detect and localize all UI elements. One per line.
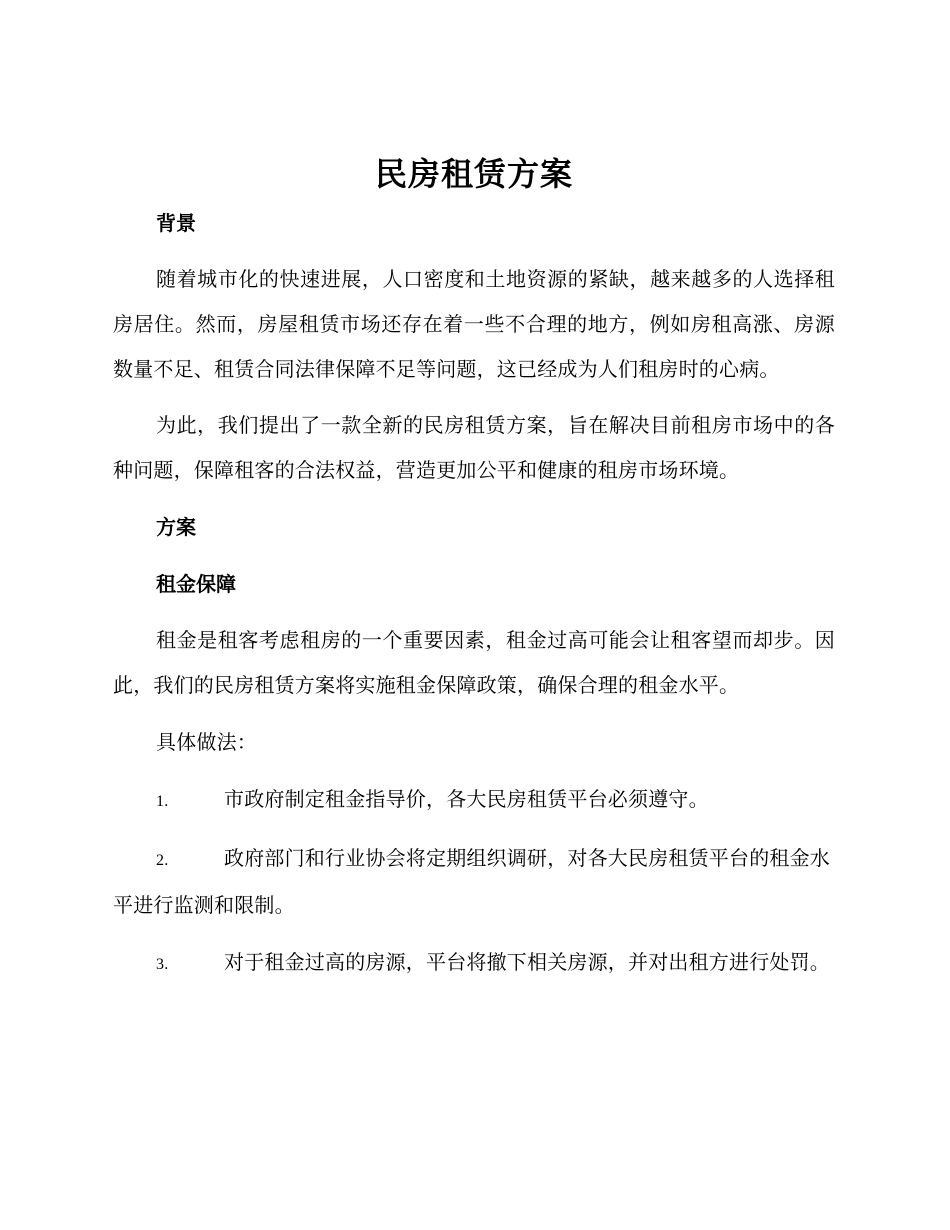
list-item <box>113 940 835 987</box>
list-number: 2. <box>156 852 169 869</box>
document-body <box>113 148 835 987</box>
paragraph-background-1: 随着城市化的快速进展，人口密度和土地资源的紧缺，越来越多的人选择租房居住。然而，房屋租赁市场还存在着一些不合理的地方，例如房租高涨、房源数量不足、租赁合同法律保障不足等问题，这已经成为人们租房时的心病。 <box>113 267 835 381</box>
list-text: 政府部门和行业协会将定期组织调研，对各大民房租赁平台的租金水平进行监测和限制。 <box>113 846 830 917</box>
list-number: 3. <box>156 956 169 973</box>
method-label: 具体做法： <box>156 730 257 754</box>
list-item <box>113 836 835 928</box>
document-title: 民房租赁方案 <box>374 155 573 193</box>
section-heading-background: 背景 <box>156 211 196 235</box>
list-item <box>113 777 835 824</box>
list-number: 1. <box>156 793 169 810</box>
paragraph-rent: 租金是租客考虑租房的一个重要因素，租金过高可能会让租客望而却步。因此，我们的民房租赁方案将实施租金保障政策，确保合理的租金水平。 <box>113 628 835 697</box>
paragraph-background-2: 为此，我们提出了一款全新的民房租赁方案，旨在解决目前租房市场中的各种问题，保障租客的合法权益，营造更加公平和健康的租房市场环境。 <box>113 413 835 482</box>
list-text: 市政府制定租金指导价，各大民房租赁平台必须遵守。 <box>224 787 709 811</box>
subsection-heading-rent: 租金保障 <box>156 572 236 596</box>
section-heading-plan: 方案 <box>156 515 196 539</box>
list-text: 对于租金过高的房源，平台将撤下相关房源，并对出租方进行处罚。 <box>224 950 830 974</box>
